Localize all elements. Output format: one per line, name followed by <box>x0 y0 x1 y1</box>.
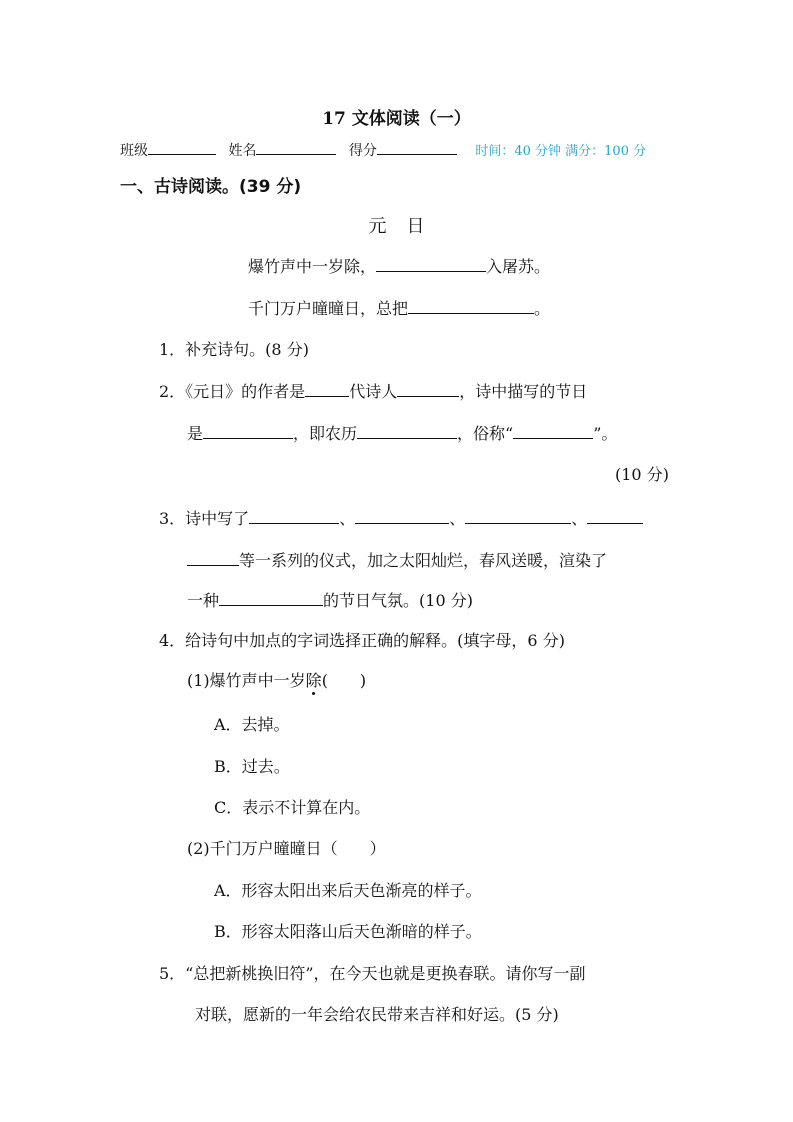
q3-sep-2: 、 <box>449 509 466 528</box>
q3-text-a: 3．诗中写了 <box>159 509 250 528</box>
question-3-line-1 <box>159 506 643 529</box>
poem-line-1-start: 爆竹声中一岁除， <box>248 257 377 276</box>
question-5-line-1: 5．“总把新桃换旧符”，在今天也就是更换春联。请你写一副 <box>159 964 586 983</box>
q3-text-c: 一种 <box>187 591 220 610</box>
q4-sub-2-option-b: B．形容太阳落山后天色渐暗的样子。 <box>214 922 482 941</box>
question-2-line-1 <box>159 379 587 402</box>
poem-blank-2[interactable] <box>408 297 534 314</box>
q2-text-e: ，即农历 <box>293 424 358 443</box>
q2-blank-poet[interactable] <box>397 380 459 397</box>
q4-sub-1-dotted-char: 除 <box>306 668 322 691</box>
poem-line-2-end: 。 <box>534 299 551 318</box>
q2-text-d: 是 <box>187 424 204 443</box>
question-4: 4．给诗句中加点的字词选择正确的解释。(填字母，6 分) <box>159 631 565 650</box>
q4-sub-1-option-c: C．表示不计算在内。 <box>214 798 371 817</box>
time-info: 时间：40 分钟 满分：100 分 <box>475 144 647 159</box>
q3-blank-1[interactable] <box>249 507 339 524</box>
q2-blank-dynasty[interactable] <box>305 380 349 397</box>
q3-blank-4a[interactable] <box>587 507 643 524</box>
poem-line-2 <box>248 296 550 319</box>
question-2-line-2 <box>187 421 617 444</box>
q2-text-g: ”。 <box>593 424 618 443</box>
q2-text-b: 代诗人 <box>349 382 398 401</box>
q2-text-f: ，俗称“ <box>457 424 514 443</box>
score-label: 得分 <box>348 143 377 159</box>
q2-text-a: 2．《元日》的作者是 <box>159 382 306 401</box>
q2-text-c: ，诗中描写的节日 <box>459 382 588 401</box>
q3-blank-3[interactable] <box>465 507 571 524</box>
q3-text-d: 的节日气氛。(10 分) <box>323 591 473 610</box>
name-label: 姓名 <box>228 143 257 159</box>
q4-sub-1-option-b: B．过去。 <box>214 757 290 776</box>
q3-blank-2[interactable] <box>355 507 449 524</box>
poem-line-1 <box>248 254 550 277</box>
page-title: 17 文体阅读（一） <box>322 109 471 129</box>
q4-sub-1-option-a: A．去掉。 <box>214 715 290 734</box>
q4-sub-1-answer-box[interactable]: ( ) <box>321 671 367 690</box>
q2-blank-common-name[interactable] <box>513 422 593 439</box>
poem-title: 元日 <box>368 216 445 237</box>
q4-sub-2: (2)千门万户曈曈日（ ） <box>187 839 386 858</box>
question-3-line-2 <box>187 548 607 571</box>
class-blank[interactable] <box>148 140 216 155</box>
question-3-line-3 <box>187 588 473 611</box>
q4-sub-2-option-a: A．形容太阳出来后天色渐亮的样子。 <box>214 881 482 900</box>
poem-line-1-end: 入屠苏。 <box>486 257 551 276</box>
question-5-line-2: 对联，愿新的一年会给农民带来吉祥和好运。(5 分) <box>195 1005 559 1024</box>
q4-sub-1-text: (1)爆竹声中一岁 <box>187 671 306 690</box>
question-1: 1．补充诗句。(8 分) <box>159 340 309 359</box>
student-info-row <box>120 140 646 160</box>
q3-blank-4b[interactable] <box>187 549 239 566</box>
question-2-points: (10 分) <box>615 465 669 484</box>
score-blank[interactable] <box>377 140 457 155</box>
q4-sub-1 <box>187 668 366 691</box>
q3-sep-3: 、 <box>571 509 588 528</box>
q3-sep-1: 、 <box>339 509 356 528</box>
poem-line-2-start: 千门万户曈曈日，总把 <box>248 299 409 318</box>
q2-blank-festival[interactable] <box>203 422 293 439</box>
name-blank[interactable] <box>256 140 336 155</box>
q2-blank-lunar-date[interactable] <box>357 422 457 439</box>
q3-blank-5[interactable] <box>219 589 323 606</box>
poem-blank-1[interactable] <box>376 255 486 272</box>
q3-text-b: 等一系列的仪式，加之太阳灿烂，春风送暖，渲染了 <box>239 551 608 570</box>
class-label: 班级 <box>120 143 148 159</box>
section-heading: 一、古诗阅读。(39 分) <box>120 177 302 197</box>
